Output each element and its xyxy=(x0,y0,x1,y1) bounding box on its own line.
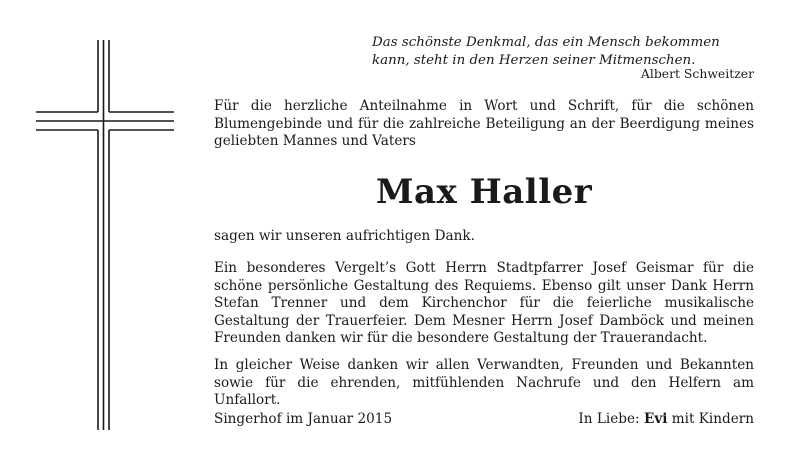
cross-icon xyxy=(36,40,174,430)
deceased-name: Max Haller xyxy=(375,172,593,212)
signoff xyxy=(578,410,754,428)
place-date: Singerhof im Januar 2015 xyxy=(214,411,393,427)
special-thanks-paragraph: Ein besonderes Vergelt’s Gott Herrn Stadtpfarrer Josef Geismar für die schöne persönliche Gestaltung des Requiems. Ebenso gilt unser Dank Herrn Stefan Trenner und dem Kirchenchor für die feierliche musikalische Gestaltung der Trauerfeier. Dem Mesner Herrn Josef Damböck und meinen Freunden danken wir für die besondere Gestaltung der Trauerandacht. xyxy=(214,260,754,347)
signoff-name: Evi xyxy=(643,411,668,427)
signoff-prefix: In Liebe: xyxy=(578,411,640,427)
epigraph-author: Albert Schweitzer xyxy=(640,66,754,81)
general-thanks-paragraph: In gleicher Weise danken wir allen Verwandten, Freunden und Bekannten sowie für die ehrenden, mitfühlenden Nachrufe und den Helfern am Unfallort. xyxy=(214,357,754,409)
signoff-suffix: mit Kindern xyxy=(671,411,754,427)
epigraph-quote: Das schönste Denkmal, das ein Mensch bekommen kann, steht in den Herzen seiner Mitmenschen. xyxy=(372,35,720,68)
intro-paragraph: Für die herzliche Anteilnahme in Wort und Schrift, für die schönen Blumengebinde und für die zahlreiche Beteiligung an der Beerdigung meines geliebten Mannes und Vaters xyxy=(214,98,754,150)
thanks-line: sagen wir unseren aufrichtigen Dank. xyxy=(214,228,475,244)
